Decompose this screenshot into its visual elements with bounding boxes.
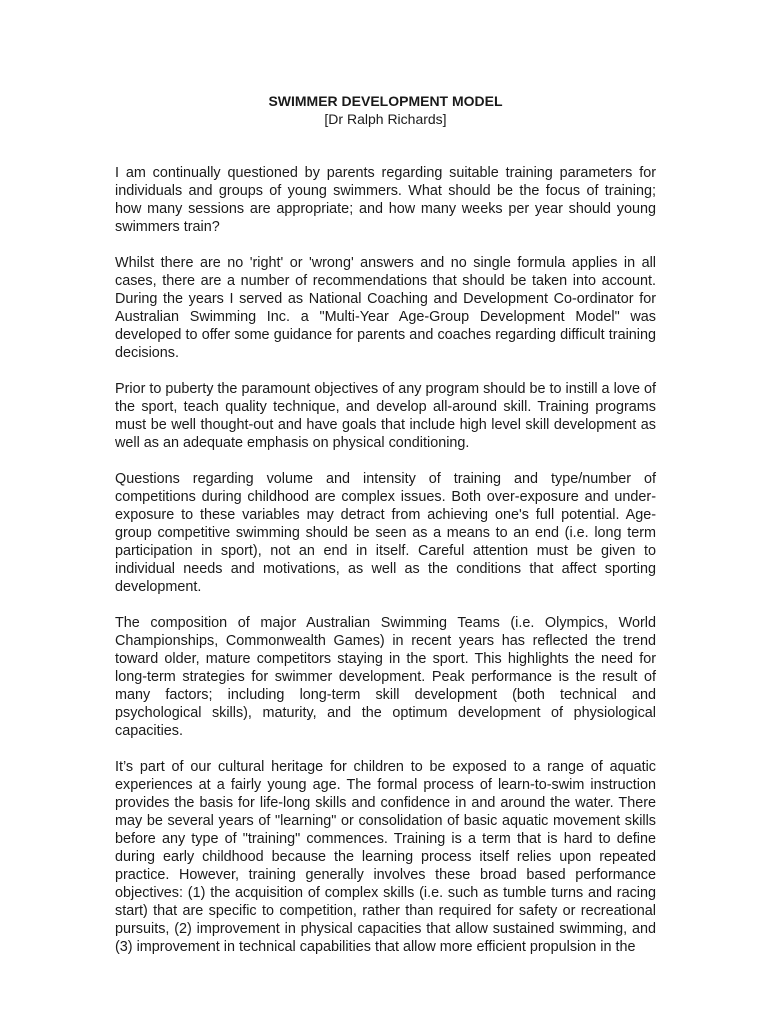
document-title: SWIMMER DEVELOPMENT MODEL xyxy=(268,93,503,109)
paragraph: The composition of major Australian Swimming Teams (i.e. Olympics, World Championships, Commonwealth Games) in recent years has reflected the trend toward older, mature competitors staying in the sport. This highlights the need for long-term strategies for swimmer development. Peak performance is the result of many factors; including long-term skill development (both technical and psychological skills), maturity, and the optimum development of physiological capacities. xyxy=(115,615,656,739)
paragraph: I am continually questioned by parents regarding suitable training parameters for individuals and groups of young swimmers. What should be the focus of training; how many sessions are appropriate; and how many weeks per year should young swimmers train? xyxy=(115,165,656,235)
paragraph: Prior to puberty the paramount objectives of any program should be to instill a love of the sport, teach quality technique, and develop all-around skill. Training programs must be well thought-out and have goals that include high level skill development as well as an adequate emphasis on physical conditioning. xyxy=(115,381,656,451)
document-author: [Dr Ralph Richards] xyxy=(324,111,447,127)
paragraph: Whilst there are no 'right' or 'wrong' answers and no single formula applies in all cases, there are a number of recommendations that should be taken into account. During the years I served as National Coaching and Development Co-ordinator for Australian Swimming Inc. a "Multi-Year Age-Group Development Model" was developed to offer some guidance for parents and coaches regarding difficult training decisions. xyxy=(115,255,656,361)
document-page xyxy=(115,92,656,974)
paragraph: Questions regarding volume and intensity of training and type/number of competitions during childhood are complex issues. Both over-exposure and under-exposure to these variables may detract from achieving one's full potential. Age-group competitive swimming should be seen as a means to an end (i.e. long term participation in sport), not an end in itself. Careful attention must be given to individual needs and motivations, as well as the conditions that affect sporting development. xyxy=(115,471,656,595)
paragraph: It’s part of our cultural heritage for children to be exposed to a range of aquatic experiences at a fairly young age. The formal process of learn-to-swim instruction provides the basis for life-long skills and confidence in and around the water. There may be several years of "learning" or consolidation of basic aquatic movement skills before any type of "training" commences. Training is a term that is hard to define during early childhood because the learning process itself relies upon repeated practice. However, training generally involves these broad based performance objectives: (1) the acquisition of complex skills (i.e. such as tumble turns and racing start) that are specific to competition, rather than required for safety or recreational pursuits, (2) improvement in physical capacities that allow sustained swimming, and (3) improvement in technical capabilities that allow more efficient propulsion in the xyxy=(115,759,656,955)
